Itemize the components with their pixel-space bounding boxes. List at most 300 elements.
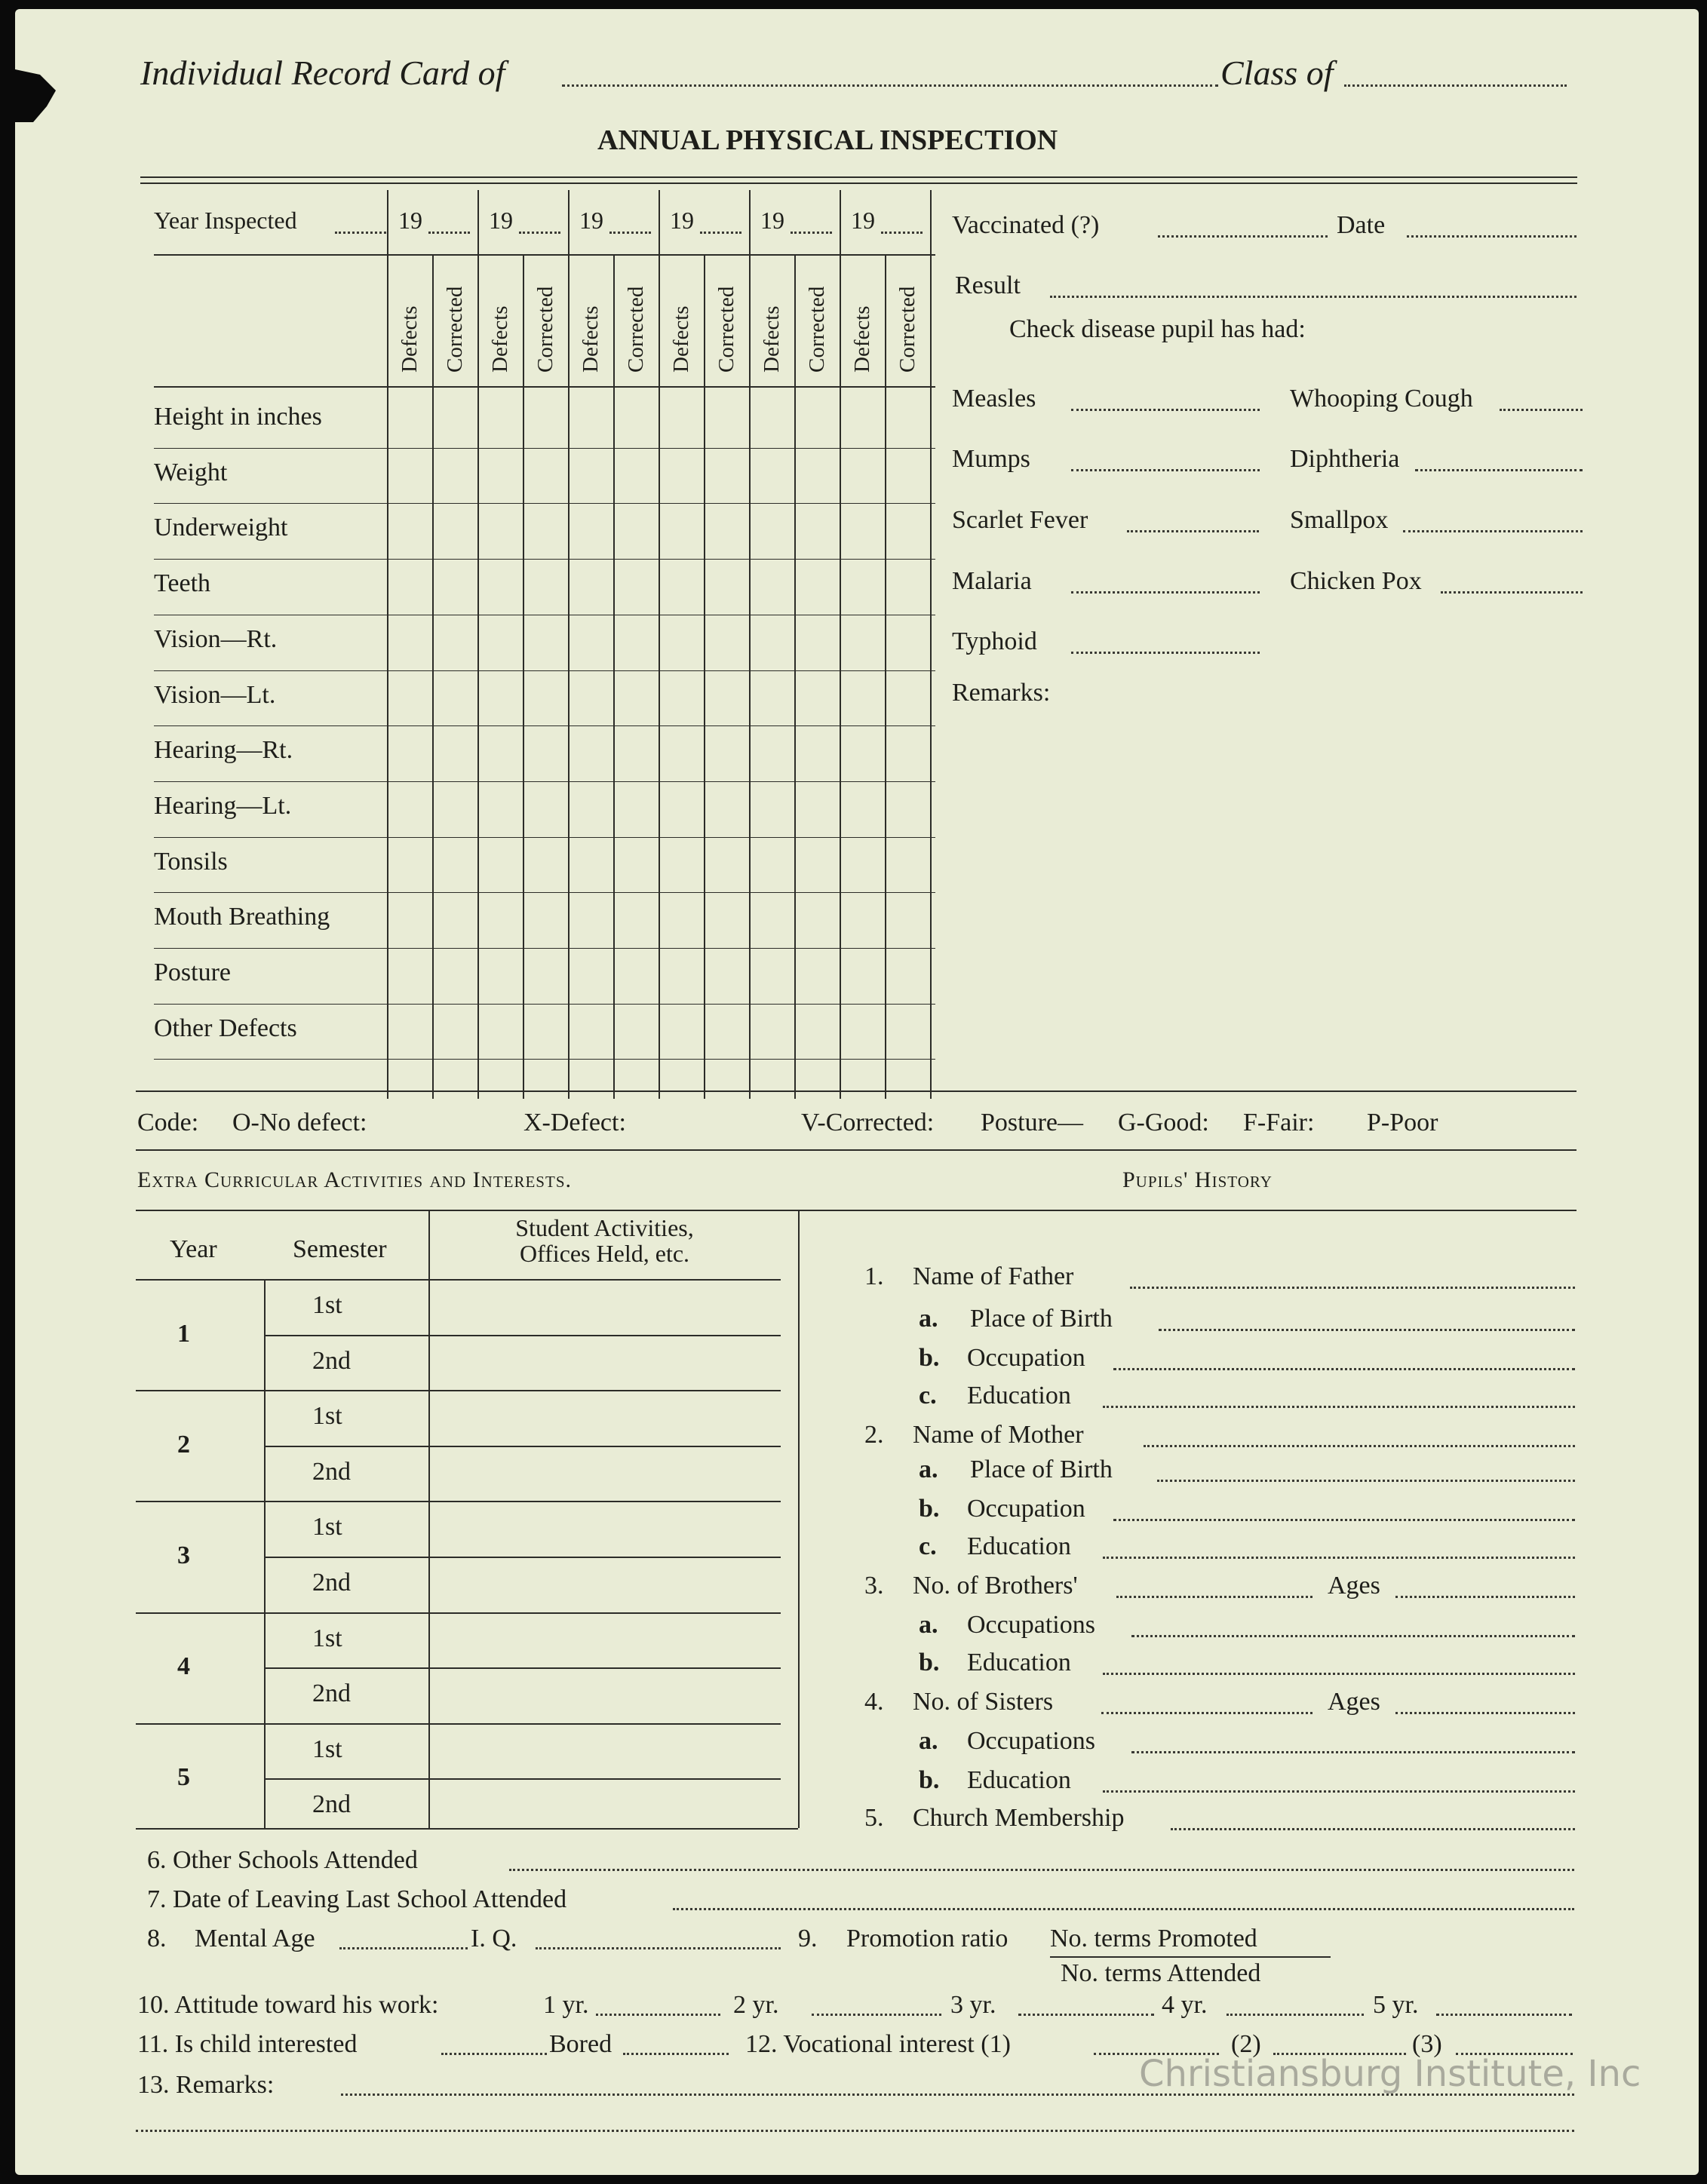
disease-right-label: Chicken Pox	[1290, 567, 1422, 595]
date-leaving-field[interactable]	[673, 1908, 1574, 1910]
table-cell[interactable]	[434, 394, 476, 446]
table-cell[interactable]	[660, 449, 702, 502]
vocation-3-label: (3)	[1412, 2030, 1442, 2058]
table-cell[interactable]	[570, 894, 612, 946]
corrected-header: Corrected	[895, 286, 920, 373]
ages-field[interactable]	[1395, 1596, 1575, 1598]
table-row-rule	[154, 781, 935, 782]
table-cell[interactable]	[751, 949, 793, 1002]
history-item-label: No. of Sisters	[913, 1688, 1054, 1716]
table-cell[interactable]	[615, 505, 657, 557]
terms-attended: No. terms Attended	[1061, 1959, 1261, 1987]
table-row-label: Posture	[154, 959, 231, 986]
table-cell[interactable]	[660, 394, 702, 446]
attitude-1yr-field[interactable]	[596, 2014, 720, 2016]
history-item-number: 4.	[864, 1688, 884, 1716]
activity-cell[interactable]	[430, 1725, 779, 1778]
class-field[interactable]	[1344, 84, 1567, 87]
table-cell[interactable]	[479, 560, 521, 613]
table-cell[interactable]	[615, 839, 657, 891]
history-item-label: Place of Birth	[970, 1455, 1113, 1483]
table-cell[interactable]	[615, 894, 657, 946]
table-cell[interactable]	[796, 894, 838, 946]
table-cell[interactable]	[660, 672, 702, 725]
table-cell[interactable]	[434, 616, 476, 669]
year-prefix: 19	[398, 207, 422, 234]
disease-right-field[interactable]	[1415, 469, 1583, 471]
table-cell[interactable]	[479, 783, 521, 836]
history-heading: Pupils' History	[1122, 1167, 1273, 1192]
table-cell[interactable]	[796, 839, 838, 891]
item-6-label: 6. Other Schools Attended	[147, 1846, 418, 1874]
disease-left-field[interactable]	[1127, 530, 1259, 532]
record-card	[15, 9, 1699, 2175]
year-number: 3	[177, 1541, 190, 1569]
table-cell[interactable]	[705, 1005, 748, 1058]
table-cell[interactable]	[388, 616, 431, 669]
code-label: Code:	[137, 1109, 199, 1136]
history-item-number: a.	[919, 1727, 938, 1755]
table-cell[interactable]	[841, 894, 883, 946]
disease-left-field[interactable]	[1071, 469, 1260, 471]
table-cell[interactable]	[841, 560, 883, 613]
table-cell[interactable]	[886, 894, 929, 946]
result-field[interactable]	[1050, 296, 1577, 298]
table-row-label: Weight	[154, 458, 228, 486]
bored-label: Bored	[549, 2030, 612, 2058]
table-cell[interactable]	[796, 672, 838, 725]
disease-right-field[interactable]	[1441, 591, 1583, 594]
remarks-label-top: Remarks:	[952, 679, 1051, 707]
table-cell[interactable]	[886, 727, 929, 780]
semester-label: 1st	[312, 1624, 342, 1652]
table-cell[interactable]	[524, 839, 566, 891]
interested-field[interactable]	[441, 2053, 547, 2055]
date-field[interactable]	[1407, 235, 1577, 238]
ages-field[interactable]	[1395, 1712, 1575, 1714]
table-cell[interactable]	[479, 839, 521, 891]
remarks-field-2[interactable]	[136, 2130, 1574, 2132]
activity-cell[interactable]	[430, 1780, 779, 1833]
year-inspected-label: Year Inspected	[154, 207, 297, 234]
table-cell[interactable]	[886, 672, 929, 725]
table-cell[interactable]	[388, 1005, 431, 1058]
table-cell[interactable]	[841, 727, 883, 780]
table-cell[interactable]	[570, 949, 612, 1002]
table-cell[interactable]	[570, 672, 612, 725]
activities-right-border	[798, 1210, 800, 1828]
history-item-field[interactable]	[1103, 1790, 1575, 1793]
attitude-5yr-field[interactable]	[1436, 2014, 1572, 2016]
table-cell[interactable]	[570, 560, 612, 613]
history-item-field[interactable]	[1131, 1751, 1575, 1753]
history-item-field[interactable]	[1103, 1406, 1575, 1408]
table-cell[interactable]	[796, 783, 838, 836]
table-cell[interactable]	[524, 949, 566, 1002]
year-prefix: 19	[489, 207, 513, 234]
table-cell[interactable]	[479, 727, 521, 780]
table-row-rule	[154, 1059, 935, 1060]
table-cell[interactable]	[388, 394, 431, 446]
table-cell[interactable]	[705, 727, 748, 780]
section-rule	[136, 1210, 1577, 1211]
table-cell[interactable]	[524, 894, 566, 946]
table-row-label: Mouth Breathing	[154, 903, 330, 931]
table-cell[interactable]	[751, 560, 793, 613]
activity-cell[interactable]	[430, 1614, 779, 1667]
table-cell[interactable]	[796, 449, 838, 502]
table-cell[interactable]	[796, 616, 838, 669]
history-item-number: a.	[919, 1305, 938, 1333]
table-cell[interactable]	[660, 894, 702, 946]
table-cell[interactable]	[479, 505, 521, 557]
attitude-3yr-field[interactable]	[1018, 2014, 1154, 2016]
table-cell[interactable]	[886, 839, 929, 891]
table-cell[interactable]	[615, 449, 657, 502]
record-card-label: Individual Record Card of	[140, 54, 505, 92]
table-cell[interactable]	[570, 839, 612, 891]
year-field[interactable]	[519, 232, 560, 234]
corrected-header: Corrected	[714, 286, 738, 373]
bored-field[interactable]	[623, 2053, 729, 2055]
table-cell[interactable]	[479, 394, 521, 446]
disease-right-label: Diphtheria	[1290, 445, 1400, 473]
item-13-label: 13. Remarks:	[137, 2071, 275, 2099]
iq-field[interactable]	[536, 1947, 781, 1949]
table-cell[interactable]	[434, 839, 476, 891]
table-cell[interactable]	[841, 505, 883, 557]
code-p: P-Poor	[1367, 1109, 1438, 1136]
table-row-label: Teeth	[154, 569, 211, 598]
table-cell[interactable]	[660, 560, 702, 613]
table-row-rule	[154, 1004, 935, 1005]
class-label: Class of	[1220, 54, 1334, 92]
history-item-label: Education	[967, 1766, 1071, 1794]
table-cell[interactable]	[841, 839, 883, 891]
table-cell[interactable]	[479, 1005, 521, 1058]
table-cell[interactable]	[751, 1005, 793, 1058]
history-item-number: 2.	[864, 1421, 884, 1449]
table-row-label: Height in inches	[154, 403, 322, 431]
code-x: X-Defect:	[523, 1109, 626, 1136]
table-cell[interactable]	[524, 560, 566, 613]
table-cell[interactable]	[705, 894, 748, 946]
table-cell[interactable]	[751, 727, 793, 780]
table-cell[interactable]	[388, 949, 431, 1002]
table-cell[interactable]	[524, 505, 566, 557]
table-row-rule	[154, 892, 935, 893]
table-cell[interactable]	[886, 949, 929, 1002]
history-item-field[interactable]	[1157, 1480, 1575, 1482]
table-row-label: Hearing—Lt.	[154, 791, 292, 820]
table-cell[interactable]	[886, 560, 929, 613]
disease-left-label: Typhoid	[952, 627, 1037, 655]
table-cell[interactable]	[751, 672, 793, 725]
table-row-label: Other Defects	[154, 1014, 297, 1042]
table-cell[interactable]	[705, 560, 748, 613]
table-cell[interactable]	[705, 783, 748, 836]
history-item-label: Occupations	[967, 1611, 1095, 1639]
table-row-rule	[154, 725, 935, 726]
table-cell[interactable]	[388, 560, 431, 613]
table-cell[interactable]	[886, 394, 929, 446]
history-item-field[interactable]	[1113, 1519, 1575, 1521]
fraction-bar	[1050, 1956, 1331, 1958]
check-disease-label: Check disease pupil has had:	[1009, 315, 1306, 343]
attitude-2yr-field[interactable]	[812, 2014, 941, 2016]
table-cell[interactable]	[570, 783, 612, 836]
table-cell[interactable]	[705, 449, 748, 502]
table-cell[interactable]	[705, 394, 748, 446]
table-cell[interactable]	[615, 727, 657, 780]
defects-header: Defects	[488, 305, 512, 373]
header-rule	[154, 386, 935, 388]
mental-age-field[interactable]	[339, 1947, 468, 1949]
table-cell[interactable]	[479, 616, 521, 669]
table-cell[interactable]	[388, 727, 431, 780]
year-field[interactable]	[700, 232, 741, 234]
activities-bottom-rule	[136, 1828, 798, 1830]
history-item-field[interactable]	[1144, 1445, 1575, 1447]
table-cell[interactable]	[570, 1005, 612, 1058]
table-cell[interactable]	[434, 727, 476, 780]
activity-cell[interactable]	[430, 1391, 779, 1444]
table-cell[interactable]	[479, 672, 521, 725]
table-row-rule	[154, 837, 935, 838]
history-item-field[interactable]	[1101, 1712, 1312, 1714]
activity-cell[interactable]	[430, 1669, 779, 1722]
history-item-number: a.	[919, 1455, 938, 1483]
disease-right-field[interactable]	[1403, 530, 1583, 532]
ages-label: Ages	[1328, 1572, 1380, 1600]
table-cell[interactable]	[886, 616, 929, 669]
table-cell[interactable]	[751, 449, 793, 502]
table-row-label: Underweight	[154, 514, 288, 542]
table-cell[interactable]	[660, 783, 702, 836]
item-7-label: 7. Date of Leaving Last School Attended	[147, 1885, 567, 1913]
table-cell[interactable]	[796, 394, 838, 446]
history-item-number: 5.	[864, 1804, 884, 1832]
table-cell[interactable]	[705, 839, 748, 891]
history-item-field[interactable]	[1130, 1287, 1575, 1289]
table-cell[interactable]	[479, 449, 521, 502]
vaccinated-field[interactable]	[1158, 235, 1328, 238]
history-item-label: Name of Father	[913, 1262, 1074, 1290]
code-rule-top	[136, 1090, 1577, 1092]
table-cell[interactable]	[434, 672, 476, 725]
table-cell[interactable]	[660, 839, 702, 891]
table-cell[interactable]	[434, 949, 476, 1002]
table-cell[interactable]	[841, 394, 883, 446]
table-column-line	[930, 190, 932, 1099]
table-cell[interactable]	[388, 894, 431, 946]
table-cell[interactable]	[841, 1005, 883, 1058]
table-cell[interactable]	[570, 449, 612, 502]
year-number: 4	[177, 1652, 190, 1681]
history-item-number: a.	[919, 1611, 938, 1639]
history-item-number: 1.	[864, 1262, 884, 1290]
year-row-rule	[154, 254, 935, 256]
table-cell[interactable]	[388, 839, 431, 891]
history-item-field[interactable]	[1131, 1635, 1575, 1637]
title-rule-2	[140, 183, 1577, 184]
history-item-field[interactable]	[1103, 1673, 1575, 1675]
table-cell[interactable]	[615, 672, 657, 725]
item-10-label: 10. Attitude toward his work:	[137, 1991, 439, 2019]
table-cell[interactable]	[751, 839, 793, 891]
activity-cell[interactable]	[430, 1281, 779, 1333]
disease-right-field[interactable]	[1500, 409, 1583, 411]
item-12-label: 12. Vocational interest (1)	[745, 2030, 1011, 2058]
table-cell[interactable]	[570, 616, 612, 669]
attitude-4yr-field[interactable]	[1227, 2014, 1364, 2016]
year-field[interactable]	[428, 232, 470, 234]
table-cell[interactable]	[479, 894, 521, 946]
history-item-label: Church Membership	[913, 1804, 1125, 1832]
table-cell[interactable]	[660, 505, 702, 557]
table-cell[interactable]	[524, 394, 566, 446]
table-cell[interactable]	[388, 505, 431, 557]
table-cell[interactable]	[524, 1005, 566, 1058]
table-cell[interactable]	[705, 616, 748, 669]
table-cell[interactable]	[841, 783, 883, 836]
table-cell[interactable]	[615, 560, 657, 613]
table-cell[interactable]	[615, 394, 657, 446]
table-cell[interactable]	[751, 394, 793, 446]
table-cell[interactable]	[751, 894, 793, 946]
code-v: V-Corrected:	[801, 1109, 935, 1136]
table-cell[interactable]	[388, 672, 431, 725]
year-field[interactable]	[609, 232, 651, 234]
history-item-number: b.	[919, 1766, 940, 1794]
table-cell[interactable]	[705, 949, 748, 1002]
table-cell[interactable]	[660, 1005, 702, 1058]
table-cell[interactable]	[570, 394, 612, 446]
vaccinated-label: Vaccinated (?)	[952, 211, 1100, 239]
year-prefix: 19	[579, 207, 603, 234]
ages-label: Ages	[1328, 1688, 1380, 1716]
semester-label: 2nd	[312, 1679, 351, 1708]
table-cell[interactable]	[434, 505, 476, 557]
table-cell[interactable]	[886, 505, 929, 557]
table-cell[interactable]	[796, 1005, 838, 1058]
history-item-field[interactable]	[1103, 1557, 1575, 1559]
activity-cell[interactable]	[430, 1502, 779, 1555]
table-cell[interactable]	[886, 783, 929, 836]
activity-cell[interactable]	[430, 1558, 779, 1611]
table-cell[interactable]	[705, 505, 748, 557]
table-cell[interactable]	[841, 672, 883, 725]
table-cell[interactable]	[524, 727, 566, 780]
history-item-field[interactable]	[1116, 1596, 1312, 1598]
activity-cell[interactable]	[430, 1336, 779, 1389]
table-cell[interactable]	[751, 616, 793, 669]
history-item-label: Name of Mother	[913, 1421, 1084, 1449]
table-cell[interactable]	[660, 949, 702, 1002]
table-cell[interactable]	[660, 727, 702, 780]
history-item-label: Occupation	[967, 1495, 1085, 1523]
semester-label: 2nd	[312, 1790, 351, 1819]
table-cell[interactable]	[388, 449, 431, 502]
corrected-header: Corrected	[805, 286, 829, 373]
table-cell[interactable]	[796, 560, 838, 613]
semester-label: 1st	[312, 1513, 342, 1541]
year-field[interactable]	[791, 232, 832, 234]
table-cell[interactable]	[434, 1005, 476, 1058]
table-cell[interactable]	[615, 783, 657, 836]
table-cell[interactable]	[660, 616, 702, 669]
table-cell[interactable]	[886, 1005, 929, 1058]
table-cell[interactable]	[796, 505, 838, 557]
defects-header: Defects	[760, 305, 784, 373]
col-semester-header: Semester	[293, 1235, 387, 1263]
attitude-3yr: 3 yr.	[950, 1991, 996, 2019]
table-cell[interactable]	[434, 560, 476, 613]
disease-left-label: Scarlet Fever	[952, 506, 1088, 534]
table-cell[interactable]	[434, 783, 476, 836]
attitude-4yr: 4 yr.	[1162, 1991, 1208, 2019]
table-cell[interactable]	[751, 505, 793, 557]
table-cell[interactable]	[615, 616, 657, 669]
history-item-label: Place of Birth	[970, 1305, 1113, 1333]
table-cell[interactable]	[570, 505, 612, 557]
table-cell[interactable]	[524, 449, 566, 502]
table-cell[interactable]	[841, 616, 883, 669]
table-cell[interactable]	[615, 949, 657, 1002]
table-cell[interactable]	[524, 616, 566, 669]
table-cell[interactable]	[751, 783, 793, 836]
defects-header: Defects	[669, 305, 693, 373]
table-cell[interactable]	[570, 727, 612, 780]
item-9-num: 9.	[798, 1925, 818, 1952]
vocation-2-label: (2)	[1231, 2030, 1261, 2058]
history-item-field[interactable]	[1171, 1828, 1575, 1830]
history-item-label: Occupation	[967, 1344, 1085, 1372]
code-g: G-Good:	[1118, 1109, 1209, 1136]
table-cell[interactable]	[886, 449, 929, 502]
history-item-label: Education	[967, 1382, 1071, 1409]
code-f: F-Fair:	[1243, 1109, 1315, 1136]
other-schools-field[interactable]	[509, 1869, 1574, 1871]
table-cell[interactable]	[796, 949, 838, 1002]
table-cell[interactable]	[388, 783, 431, 836]
table-cell[interactable]	[841, 949, 883, 1002]
table-cell[interactable]	[434, 894, 476, 946]
activity-cell[interactable]	[430, 1447, 779, 1500]
corrected-header: Corrected	[533, 286, 557, 373]
history-item-number: 3.	[864, 1572, 884, 1600]
table-cell[interactable]	[524, 672, 566, 725]
disease-left-field[interactable]	[1071, 409, 1260, 411]
history-item-field[interactable]	[1159, 1329, 1575, 1331]
table-cell[interactable]	[615, 1005, 657, 1058]
semester-label: 1st	[312, 1735, 342, 1763]
student-name-field[interactable]	[562, 84, 1218, 87]
table-cell[interactable]	[479, 949, 521, 1002]
disease-left-field[interactable]	[1071, 652, 1260, 654]
table-cell[interactable]	[434, 449, 476, 502]
table-cell[interactable]	[796, 727, 838, 780]
attitude-2yr: 2 yr.	[733, 1991, 779, 2019]
table-cell[interactable]	[705, 672, 748, 725]
history-item-field[interactable]	[1113, 1368, 1575, 1370]
disease-left-field[interactable]	[1071, 591, 1260, 594]
promotion-label: Promotion ratio	[846, 1925, 1009, 1952]
table-cell[interactable]	[524, 783, 566, 836]
table-cell[interactable]	[841, 449, 883, 502]
torn-corner	[15, 69, 60, 122]
year-field[interactable]	[881, 232, 923, 234]
